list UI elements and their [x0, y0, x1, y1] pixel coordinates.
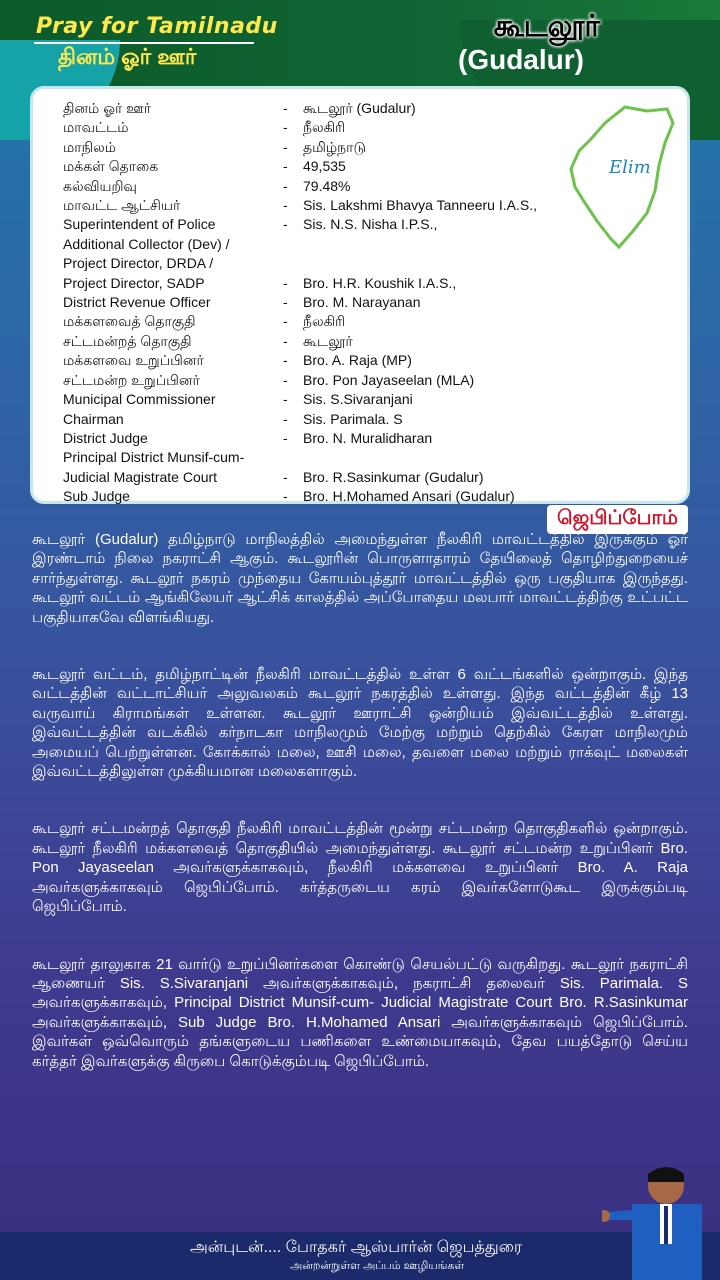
info-separator: -: [283, 100, 288, 116]
info-value: 79.48%: [303, 177, 351, 194]
info-separator: -: [283, 468, 288, 485]
info-key: District Revenue Officer: [63, 294, 211, 311]
body-text: [32, 530, 688, 1109]
info-separator: [283, 235, 303, 254]
info-separator: -: [283, 216, 288, 233]
place-name-tamil: கூடலூர்: [493, 10, 600, 43]
pray-for-tamilnadu: Pray for Tamilnadu: [36, 14, 278, 39]
info-row: [63, 118, 603, 137]
info-key: கல்வியறிவு: [63, 177, 137, 194]
info-row: [63, 157, 603, 176]
info-separator: -: [283, 294, 288, 311]
info-separator: -: [283, 138, 288, 155]
info-separator: -: [283, 177, 288, 194]
info-card: [30, 86, 690, 504]
info-key: சட்டமன்ற உறுப்பினர்: [63, 371, 200, 388]
info-table: [63, 99, 603, 507]
info-separator: -: [283, 371, 288, 388]
info-value: [303, 254, 603, 273]
info-row: [63, 196, 603, 215]
info-value: [303, 448, 603, 467]
info-row: [63, 410, 603, 429]
info-separator: -: [283, 488, 288, 505]
info-separator: -: [283, 119, 288, 136]
info-row: [63, 312, 603, 331]
info-separator: -: [283, 158, 288, 175]
info-key: Additional Collector (Dev) /: [63, 235, 230, 252]
info-key: District Judge: [63, 429, 148, 446]
info-row: [63, 138, 603, 157]
info-value: Bro. N. Muralidharan: [303, 429, 433, 446]
info-separator: -: [283, 352, 288, 369]
info-row: [63, 468, 603, 487]
info-key: மக்களவை உறுப்பினர்: [63, 352, 204, 369]
info-row: [63, 487, 603, 506]
info-separator: -: [283, 197, 288, 214]
info-separator: -: [283, 429, 288, 446]
info-row: [63, 177, 603, 196]
dinam-title: தினம் ஓர் ஊர்: [58, 44, 197, 69]
info-value: தமிழ்நாடு: [303, 138, 366, 155]
info-value: Bro. Pon Jayaseelan (MLA): [303, 371, 475, 388]
info-row: [63, 390, 603, 409]
info-value: Bro. H.R. Koushik I.A.S.,: [303, 274, 457, 291]
info-value: Bro. R.Sasinkumar (Gudalur): [303, 468, 484, 485]
info-separator: -: [283, 274, 288, 291]
info-value: கூடலூர்: [303, 332, 353, 349]
info-key: Chairman: [63, 410, 124, 427]
preacher-image: [602, 1160, 720, 1280]
info-key: Project Director, SADP: [63, 274, 205, 291]
info-row: [63, 215, 603, 234]
paragraph-3: கூடலூர் சட்டமன்றத் தொகுதி நீலகிரி மாவட்டத்தின் மூன்று சட்டமன்ற தொகுதிகளில் ஒன்றாகும். கூடலூர் நீலகிரி மக்களவைத் தொகுதியில் அமைந்துள்ளது. கூடலூர் சட்டமன்ற உறுப்பினர் Bro. Pon Jayaseelan அவர்களுக்காகவும், நீலகிரி மக்களவை உறுப்பினர் Bro. A. Raja அவர்களுக்காகவும் ஜெபிப்போம். கர்த்தருடைய கரம் இவர்களோடுகூட இருக்கும்படி ஜெபிப்போம்.: [32, 820, 688, 916]
info-value: [303, 235, 603, 254]
info-key: Municipal Commissioner: [63, 391, 216, 408]
info-separator: -: [283, 332, 288, 349]
footer-signature: அன்புடன்.... போதகர் ஆஸ்பார்ன் ஜெபத்துரை: [190, 1239, 523, 1256]
info-row: [63, 99, 603, 118]
info-key: Project Director, DRDA /: [63, 255, 214, 272]
info-value: Sis. Lakshmi Bhavya Tanneeru I.A.S.,: [303, 197, 537, 214]
info-value: 49,535: [303, 158, 346, 175]
paragraph-4: கூடலூர் தாலுகாக 21 வார்டு உறுப்பினர்களை கொண்டு செயல்பட்டு வருகிறது. கூடலூர் நகராட்சி ஆணையர் Sis. S.Sivaranjani அவர்களுக்காகவும், நகராட்சி தலைவர் Sis. Parimala. S அவர்களுக்காகவும், Principal District Munsif-cum- Judicial Magistrate Court Bro. R.Sasinkumar அவர்களுக்காகவும், Sub Judge Bro. H.Mohamed Ansari அவர்களுக்காகவும் ஜெபிப்போம். இவர்கள் ஒவ்வொரும் தங்களுடைய பணிகளை உண்மையாகவும், தேவ பயத்தோடு செய்ய கர்த்தர் இவர்களுக்கு கிருபை கொடுக்கும்படி ஜெபிப்போம்.: [32, 955, 688, 1070]
paragraph-2: கூடலூர் வட்டம், தமிழ்நாட்டின் நீலகிரி மாவட்டத்தில் உள்ள 6 வட்டங்களில் ஒன்றாகும். இந்த வட்டத்தின் வட்டாட்சியர் அலுவலகம் கூடலூர் நகரத்தில் உள்ளது. இந்த வட்டத்தின் கீழ் 13 வருவாய் கிராமங்கள் உள்ளன. கூடலூர் ஊராட்சி ஒன்றியம் இவ்வட்டத்தில் உள்ளது. இவ்வட்டத்தின் வடக்கில் கர்நாடகா மாநிலமும் மேற்கு மற்றும் தெற்கில் கேரள மாநிலமும் அமையப் பெற்றுள்ளன. கோக்கால் மலை, ஊசி மலை, தவளை மலை மற்றும் ராக்வுட் மலைகள் இவ்வட்டத்திலுள்ள முக்கியமான மலைகளாகும்.: [32, 666, 688, 781]
info-value: Bro. A. Raja (MP): [303, 352, 412, 369]
info-separator: -: [283, 410, 288, 427]
tamilnadu-map-icon: [567, 103, 677, 253]
info-row: [63, 254, 603, 273]
info-separator: -: [283, 391, 288, 408]
info-key: மாவட்ட ஆட்சியர்: [63, 197, 181, 214]
info-value: நீலகிரி: [303, 313, 346, 330]
info-row: [63, 351, 603, 370]
info-key: Principal District Munsif-cum-: [63, 449, 245, 466]
info-value: கூடலூர் (Gudalur): [303, 100, 416, 116]
info-key: மக்கள் தொகை: [63, 158, 159, 175]
info-row: [63, 332, 603, 351]
info-separator: [283, 254, 303, 273]
info-key: சட்டமன்றத் தொகுதி: [63, 332, 192, 349]
info-key: Judicial Magistrate Court: [63, 468, 218, 485]
info-row: [63, 448, 603, 467]
info-key: Superintendent of Police: [63, 216, 216, 233]
place-name-english: (Gudalur): [458, 44, 584, 75]
info-row: [63, 429, 603, 448]
info-separator: [283, 448, 303, 467]
info-value: Sis. S.Sivaranjani: [303, 391, 413, 408]
paragraph-1: கூடலூர் (Gudalur) தமிழ்நாடு மாநிலத்தில் அமைந்துள்ள நீலகிரி மாவட்டத்தில் இருக்கும் ஓர் இரண்டாம் நிலை நகராட்சி ஆகும். கூடலூரின் பொருளாதாரம் தேயிலைத் தொழிற்துறையைச் சார்ந்துள்ளது. கூடலூர் நகரம் முந்தைய கோயம்புத்தூர் மாவட்டத்தில் ஒரு பகுதியாக இருந்தது. கூடலூர் வட்டம் ஆங்கிலேயர் ஆட்சிக் காலத்தில் அப்போதைய மலபார் மாவட்டத்திற்கு உட்பட்ட பகுதியாகவே விளங்கியது.: [32, 531, 688, 626]
elim-logo: Elim: [609, 157, 651, 178]
info-row: [63, 371, 603, 390]
info-value: நீலகிரி: [303, 119, 346, 136]
info-row: [63, 235, 603, 254]
info-value: Bro. M. Narayanan: [303, 294, 421, 311]
info-row: [63, 274, 603, 293]
info-key: தினம் ஓர் ஊர்: [63, 100, 152, 116]
info-value: Bro. H.Mohamed Ansari (Gudalur): [303, 488, 515, 505]
info-value: Sis. Parimala. S: [303, 410, 403, 427]
info-key: மாவட்டம்: [63, 119, 129, 136]
info-row: [63, 293, 603, 312]
info-separator: -: [283, 313, 288, 330]
info-key: Sub Judge: [63, 488, 130, 505]
jebi-badge: ஜெபிப்போம்: [547, 505, 688, 534]
info-key: மாநிலம்: [63, 138, 117, 155]
footer-ministry: அன்றன்றுள்ள அப்பம் ஊழியங்கள்: [290, 1260, 465, 1272]
info-value: Sis. N.S. Nisha I.P.S.,: [303, 216, 438, 233]
info-key: மக்களவைத் தொகுதி: [63, 313, 196, 330]
